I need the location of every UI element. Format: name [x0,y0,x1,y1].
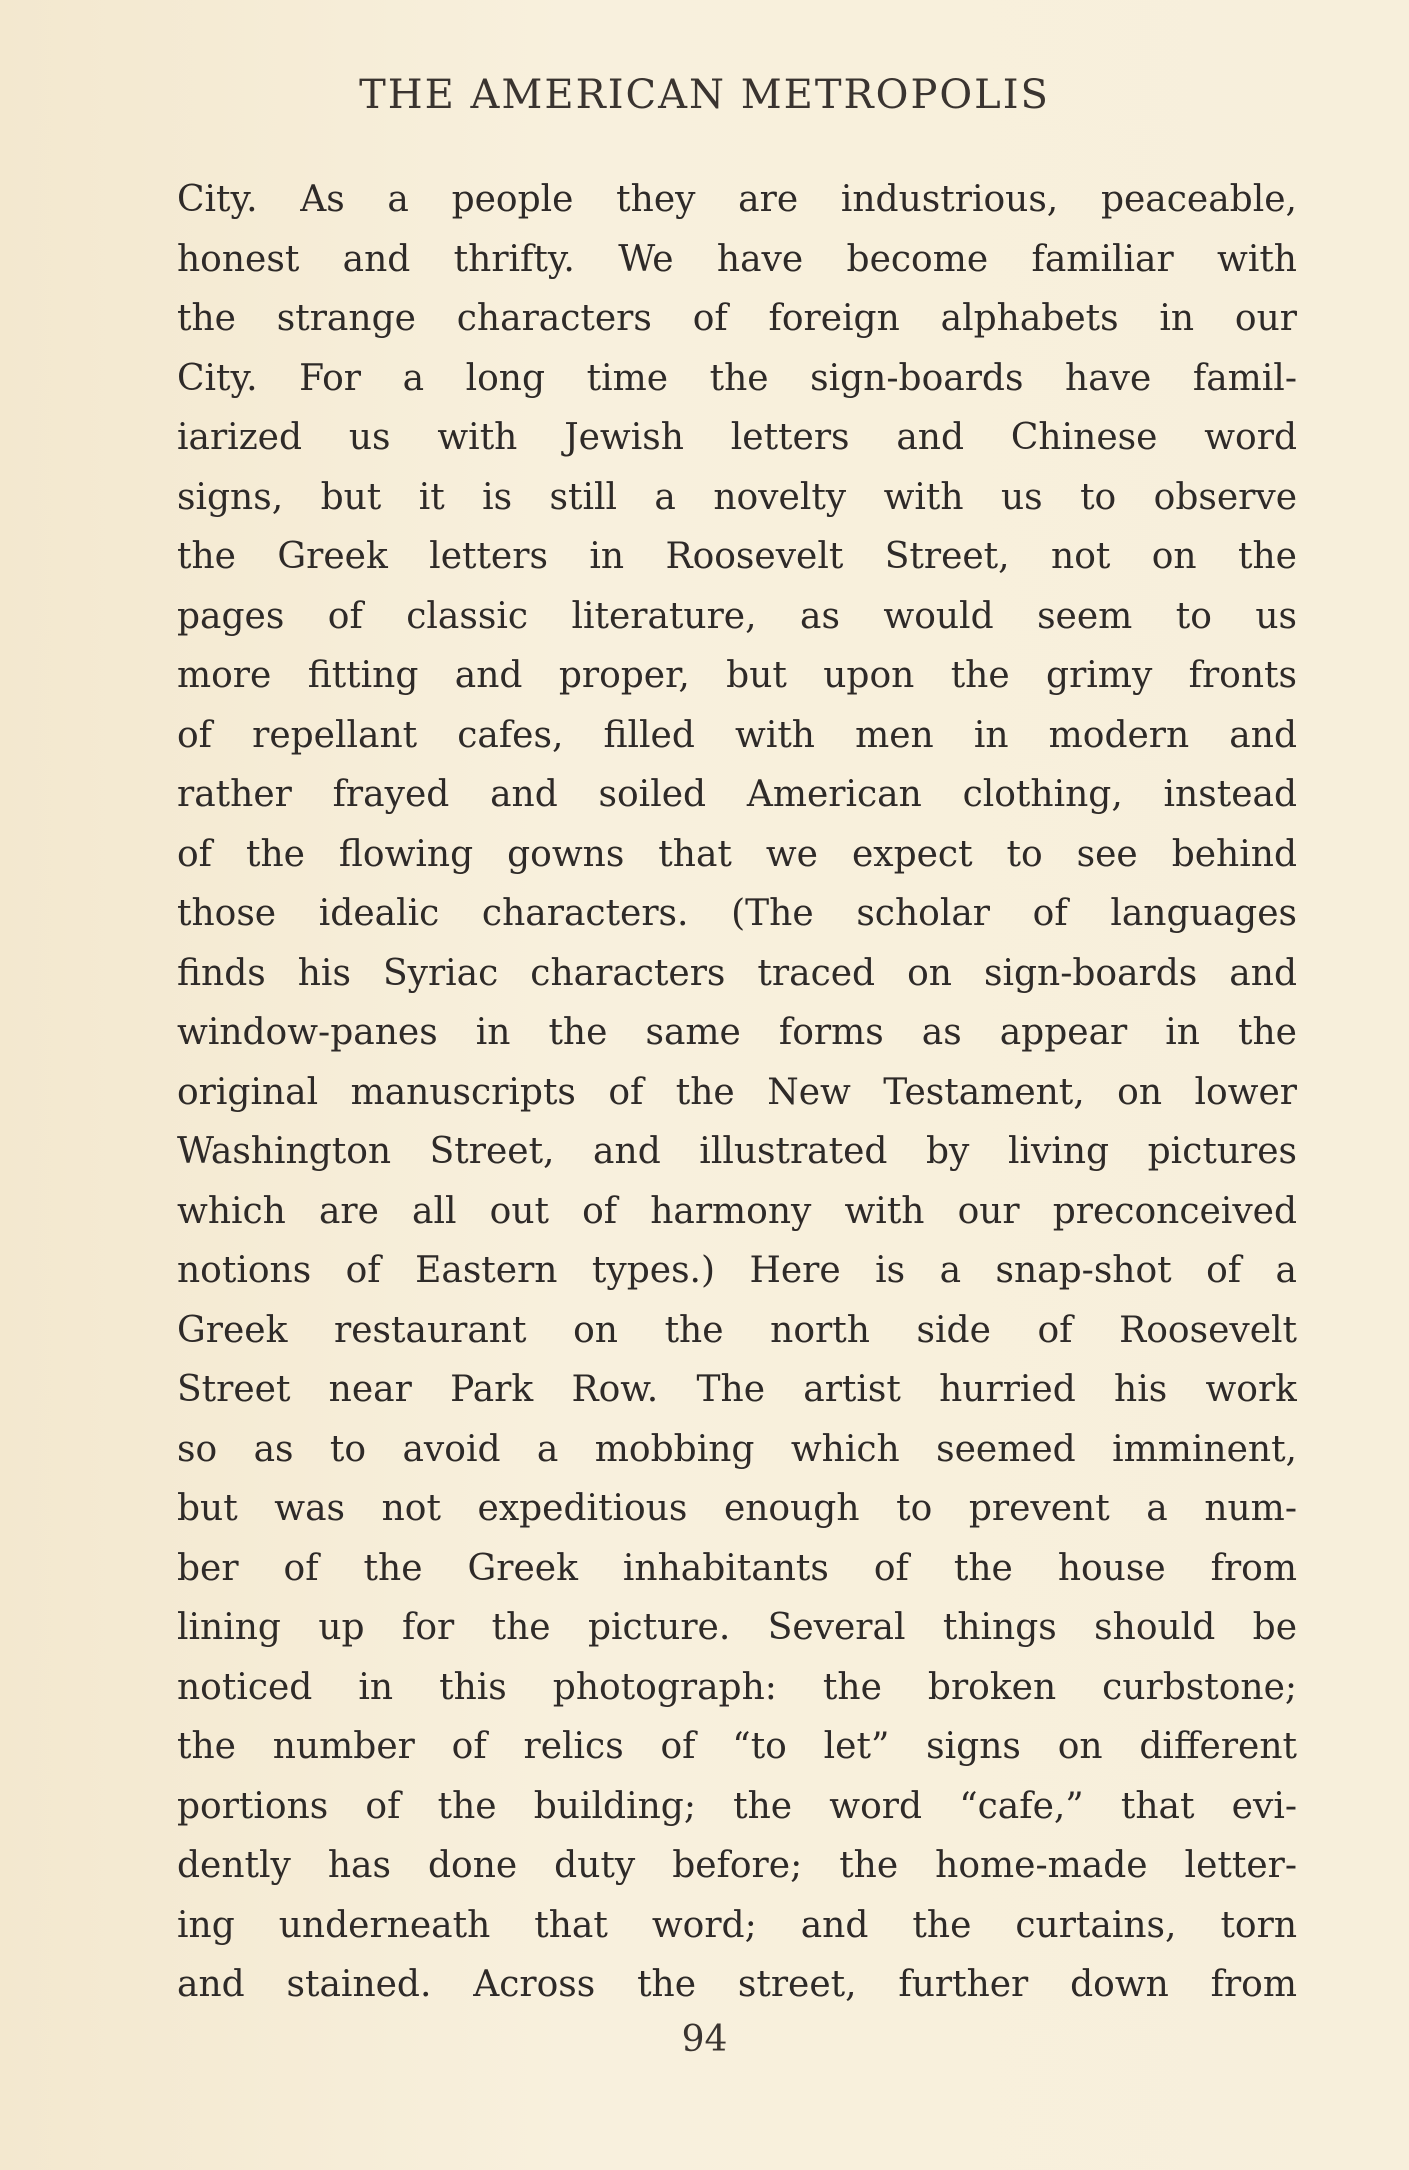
text-line: the Greek letters in Roosevelt Street, not on the [177,536,1297,577]
text-line: City. As a people they are industrious, peaceable, [177,179,1297,220]
text-line: honest and thrifty. We have become familiar with [177,238,1297,280]
text-line: of the flowing gowns that we expect to see behind [177,833,1297,875]
text-line: City. For a long time the sign-boards have famil- [177,357,1297,399]
page-number: 94 [681,2019,728,2060]
text-line: which are all out of harmony with our preconceived [177,1190,1297,1232]
text-line: Washington Street, and illustrated by living pictures [177,1131,1297,1172]
body-text [177,170,1297,2015]
text-line: iarized us with Jewish letters and Chinese word [177,417,1297,458]
text-line: dently has done duty before; the home-made letter- [177,1845,1297,1886]
text-line: pages of classic literature, as would seem to us [177,595,1297,637]
text-line: noticed in this photograph: the broken curbstone; [177,1666,1297,1708]
text-line: rather frayed and soiled American clothing, instead [177,774,1297,815]
text-line: ing underneath that word; and the curtains, torn [177,1904,1297,1946]
text-line: of repellant cafes, filled with men in modern and [177,714,1297,756]
text-line: signs, but it is still a novelty with us to observe [177,476,1297,518]
text-line: finds his Syriac characters traced on sign-boards and [177,952,1297,994]
text-line: Street near Park Row. The artist hurried his work [177,1369,1297,1410]
text-line: original manuscripts of the New Testament, on lower [177,1071,1297,1113]
text-line: those idealic characters. (The scholar of languages [177,893,1297,934]
text-line: but was not expeditious enough to prevent a num- [177,1488,1297,1529]
text-line: the number of relics of “to let” signs on different [177,1726,1297,1767]
text-line: more fitting and proper, but upon the grimy fronts [177,655,1297,696]
text-line: Greek restaurant on the north side of Roosevelt [177,1309,1297,1351]
text-line: portions of the building; the word “cafe,” that evi- [177,1785,1297,1827]
text-line: lining up for the picture. Several things should be [177,1607,1297,1648]
text-line: so as to avoid a mobbing which seemed imminent, [177,1428,1297,1470]
text-line: ber of the Greek inhabitants of the house from [177,1547,1297,1589]
text-line: the strange characters of foreign alphabets in our [177,298,1297,339]
running-head: THE AMERICAN METROPOLIS [359,72,1050,118]
text-line: notions of Eastern types.) Here is a snap-shot of a [177,1250,1297,1291]
text-line: and stained. Across the street, further down from [177,1964,1297,2005]
text-line: window-panes in the same forms as appear in the [177,1012,1297,1053]
